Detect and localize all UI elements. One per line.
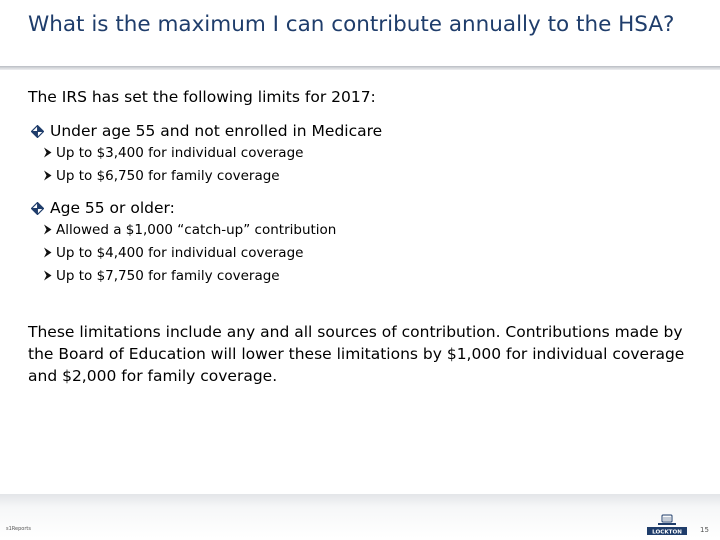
bullet-label: Age 55 or older: [50, 199, 175, 217]
bullet-text: Up to $7,750 for family coverage [56, 267, 280, 284]
bullet-text: Allowed a $1,000 “catch-up” contribution [56, 221, 337, 238]
bullet-level-2 [42, 264, 336, 287]
bullet-level-2 [42, 141, 382, 164]
intro-text: The IRS has set the following limits for 2017: [28, 88, 376, 106]
footer-band [0, 494, 720, 538]
lockton-logo [645, 514, 689, 538]
page-number: 15 [700, 526, 709, 534]
bullet-group-under-55 [30, 121, 382, 187]
bullet-level-2 [42, 164, 382, 187]
arrow-bullet-icon [42, 170, 52, 182]
bullet-label: Under age 55 and not enrolled in Medicare [50, 122, 383, 140]
bullet-level-1 [30, 198, 336, 218]
slide-title: What is the maximum I can contribute annually to the HSA? [28, 12, 675, 37]
title-divider [0, 66, 720, 70]
arrow-bullet-icon [42, 247, 52, 259]
bullet-level-1 [30, 121, 382, 141]
bullet-text: Up to $4,400 for individual coverage [56, 244, 304, 261]
arrow-bullet-icon [42, 147, 52, 159]
diamond-bullet-icon [30, 201, 44, 215]
diamond-bullet-icon [30, 124, 44, 138]
bullet-group-55-or-older [30, 198, 336, 287]
footer-tag: s1Reports [6, 526, 31, 532]
bullet-text: Up to $6,750 for family coverage [56, 167, 280, 184]
arrow-bullet-icon [42, 224, 52, 236]
bullet-level-2 [42, 241, 336, 264]
bullet-level-2 [42, 218, 336, 241]
svg-text:LOCKTON: LOCKTON [652, 529, 682, 536]
contribution-note: These limitations include any and all sources of contribution. Contributions made by the Board of Education will lower these limitations by $1,000 for individual coverage and $2,000 for family coverage. [28, 323, 685, 385]
bullet-text: Up to $3,400 for individual coverage [56, 144, 304, 161]
arrow-bullet-icon [42, 270, 52, 282]
